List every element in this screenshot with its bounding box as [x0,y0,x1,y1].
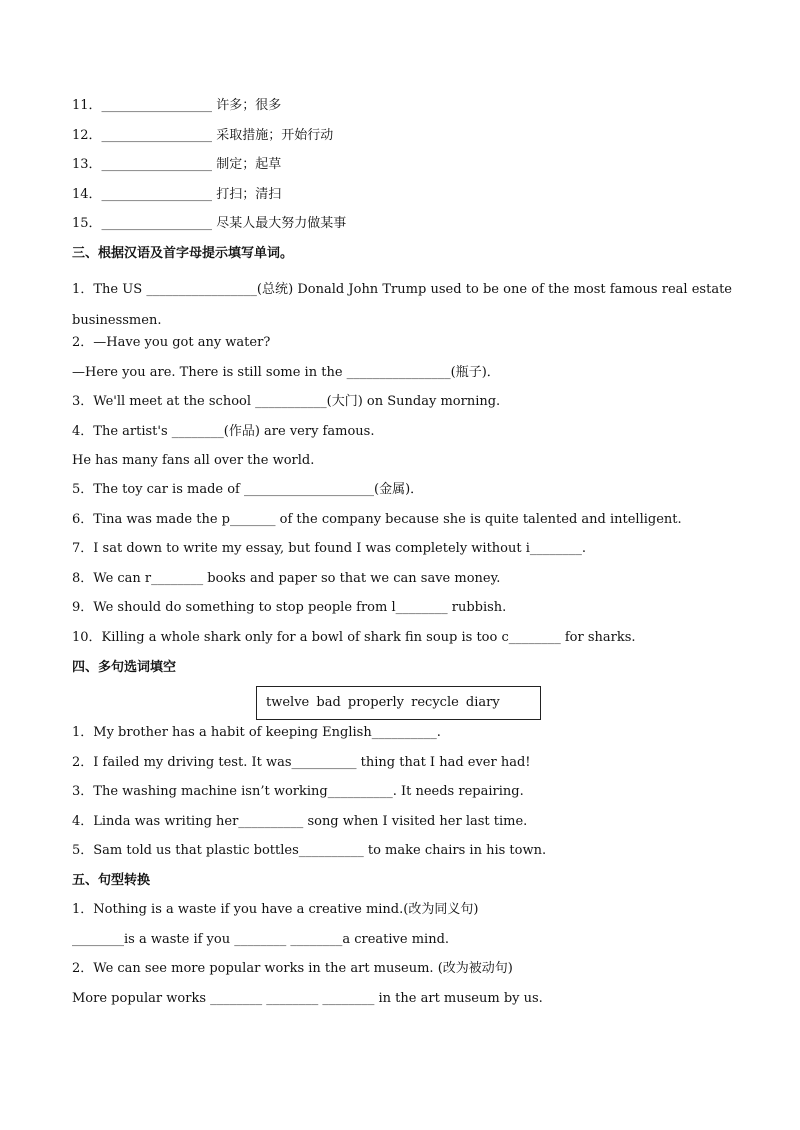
phrase-meaning: 采取措施；开始行动 [216,128,334,143]
question-item: —Here you are. There is still some in the ________________(瓶子)． [72,365,500,380]
question-item: 5．The toy car is made of ____________________(金属)． [72,482,424,497]
item-number: 11． [72,98,102,113]
phrase-item [72,127,732,145]
question-item: 7．I sat down to write my essay, but found I was completely without i________. [72,541,587,556]
question-item: ________is a waste if you ________ ________a creative mind. [72,932,450,947]
question-item: 1．The US _________________(总统) Donald John Trump used to be one of the most famous real estate businessmen. [72,282,732,328]
question-item: 1．Nothing is a waste if you have a creative mind.(改为同义句) [72,902,479,917]
phrase-item [72,186,732,204]
phrase-meaning: 尽某人最大努力做某事 [216,216,347,231]
question-item: 9．We should do something to stop people from l________ rubbish. [72,600,507,615]
answer-blank: _________________ [101,128,213,143]
question-item: 1．My brother has a habit of keeping English__________. [72,725,441,740]
phrase-meaning: 打扫；清扫 [216,187,282,202]
question-item: 8．We can r________ books and paper so that we can save money. [72,571,501,586]
phrase-meaning: 制定；起草 [216,157,282,172]
phrase-meaning: 许多；很多 [216,98,282,113]
answer-blank: _________________ [101,216,213,231]
section-heading: 五、句型转换 [72,873,151,888]
question-item: 3．The washing machine isn’t working__________. It needs repairing. [72,784,524,799]
section-heading: 四、多句选词填空 [72,660,177,675]
question-item: 2．We can see more popular works in the art museum. (改为被动句) [72,961,513,976]
answer-blank: _________________ [101,98,213,113]
question-item: 3．We'll meet at the school ___________(大门) on Sunday morning. [72,394,501,409]
phrase-item [72,215,732,233]
item-number: 15． [72,216,102,231]
phrase-item [72,156,732,174]
word-bank-box: twelve bad properly recycle diary [256,686,541,720]
question-item: More popular works ________ ________ ________ in the art museum by us. [72,991,543,1006]
question-item: 5．Sam told us that plastic bottles__________ to make chairs in his town. [72,843,547,858]
answer-blank: _________________ [101,157,213,172]
answer-blank: _________________ [101,187,213,202]
section-heading: 三、根据汉语及首字母提示填写单词。 [72,246,294,261]
question-item: 2．I failed my driving test. It was__________ thing that I had ever had! [72,755,531,770]
question-item: 4．The artist's ________(作品) are very famous. [72,424,375,439]
question-item: 10．Killing a whole shark only for a bowl of shark fin soup is too c________ for sharks. [72,630,636,645]
question-item: 6．Tina was made the p_______ of the company because she is quite talented and intelligent. [72,512,682,527]
question-item: 2．—Have you got any water? [72,335,271,350]
item-number: 12． [72,128,102,143]
item-number: 14． [72,187,102,202]
item-number: 13． [72,157,102,172]
phrase-item [72,97,732,115]
question-item: He has many fans all over the world. [72,453,315,468]
question-item: 4．Linda was writing her__________ song when I visited her last time. [72,814,528,829]
